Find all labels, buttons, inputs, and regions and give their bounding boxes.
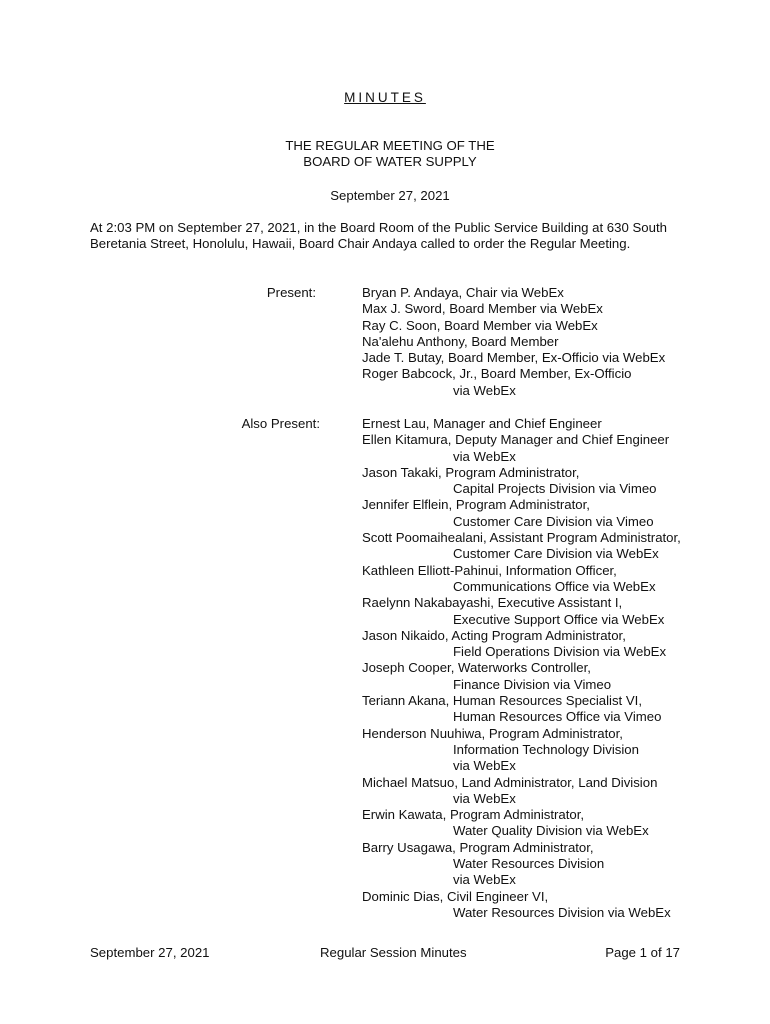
page-footer xyxy=(90,945,680,961)
attendee-entry xyxy=(362,334,762,350)
attendee-entry xyxy=(362,285,762,301)
intro-paragraph: At 2:03 PM on September 27, 2021, in the Board Room of the Public Service Building at 630 South Beretania Street, Honolulu, Hawaii, Board Chair Andaya called to order the Regular Meeting. xyxy=(90,220,667,252)
attendee-name-title: Teriann Akana, Human Resources Specialist VI, xyxy=(362,693,643,709)
attendee-name-title: Jennifer Elflein, Program Administrator, xyxy=(362,497,590,513)
attendee-entry xyxy=(362,497,762,530)
attendee-name-title: Jade T. Butay, Board Member, Ex-Officio via WebEx xyxy=(362,350,666,366)
attendee-entry xyxy=(362,726,762,775)
attendee-name-title: Ray C. Soon, Board Member via WebEx xyxy=(362,317,598,333)
attendee-name-title: Jason Takaki, Program Administrator, xyxy=(362,464,580,480)
attendee-name-title: Dominic Dias, Civil Engineer VI, xyxy=(362,888,549,904)
attendee-entry xyxy=(362,318,762,334)
attendee-name-title: Roger Babcock, Jr., Board Member, Ex-Officio xyxy=(362,366,632,382)
attendee-continuation: via WebEx xyxy=(453,790,516,806)
meeting-title xyxy=(0,138,770,171)
attendee-name-title: Jason Nikaido, Acting Program Administrator, xyxy=(362,627,626,643)
attendee-continuation: Capital Projects Division via Vimeo xyxy=(453,481,657,497)
attendee-continuation: via WebEx xyxy=(453,448,516,464)
footer-page-number: Page 1 of 17 xyxy=(605,945,680,960)
attendee-name-title: Max J. Sword, Board Member via WebEx xyxy=(362,301,603,317)
attendee-name-title: Scott Poomaihealani, Assistant Program Administrator, xyxy=(362,530,681,546)
attendee-name-title: Henderson Nuuhiwa, Program Administrator, xyxy=(362,725,623,741)
meeting-title-line: BOARD OF WATER SUPPLY xyxy=(303,154,477,170)
attendee-name-title: Erwin Kawata, Program Administrator, xyxy=(362,807,585,823)
attendee-continuation: Executive Support Office via WebEx xyxy=(453,611,665,627)
attendee-name-title: Joseph Cooper, Waterworks Controller, xyxy=(362,660,591,676)
attendee-continuation: Water Resources Division xyxy=(453,856,605,872)
attendee-name-title: Kathleen Elliott-Pahinui, Information Officer, xyxy=(362,562,617,578)
attendee-continuation: Communications Office via WebEx xyxy=(453,578,656,594)
attendee-name-title: Michael Matsuo, Land Administrator, Land Division xyxy=(362,774,658,790)
present-label: Present: xyxy=(266,285,316,300)
attendee-entry xyxy=(362,563,762,596)
attendee-continuation: Human Resources Office via Vimeo xyxy=(453,709,662,725)
attendee-continuation: Water Quality Division via WebEx xyxy=(453,823,649,839)
attendee-continuation: via WebEx xyxy=(453,872,516,888)
attendee-continuation: Customer Care Division via Vimeo xyxy=(453,513,654,529)
minutes-heading: MINUTES xyxy=(344,90,426,105)
attendee-continuation: Water Resources Division via WebEx xyxy=(453,904,671,920)
attendee-entry xyxy=(362,628,762,661)
attendee-entry xyxy=(362,660,762,693)
attendee-name-title: Raelynn Nakabayashi, Executive Assistant I, xyxy=(362,595,623,611)
also-present-label: Also Present: xyxy=(241,416,320,431)
attendee-continuation: Information Technology Division xyxy=(453,741,639,757)
present-list xyxy=(362,285,762,399)
attendee-continuation: Finance Division via Vimeo xyxy=(453,676,612,692)
attendee-entry xyxy=(362,350,762,366)
attendee-entry xyxy=(362,530,762,563)
attendee-name-title: Barry Usagawa, Program Administrator, xyxy=(362,839,594,855)
attendee-entry xyxy=(362,889,762,922)
attendee-entry xyxy=(362,432,762,465)
attendee-entry xyxy=(362,807,762,840)
attendee-entry xyxy=(362,416,762,432)
also-present-list xyxy=(362,416,762,921)
footer-date: September 27, 2021 xyxy=(90,945,210,960)
attendee-entry xyxy=(362,775,762,808)
attendee-entry xyxy=(362,595,762,628)
meeting-date: September 27, 2021 xyxy=(330,188,450,203)
attendee-entry xyxy=(362,693,762,726)
attendee-continuation: Customer Care Division via WebEx xyxy=(453,546,659,562)
attendee-name-title: Ernest Lau, Manager and Chief Engineer xyxy=(362,416,602,431)
footer-title: Regular Session Minutes xyxy=(320,945,467,960)
attendee-continuation: via WebEx xyxy=(453,758,516,774)
meeting-title-line: THE REGULAR MEETING OF THE xyxy=(285,138,495,153)
attendee-entry xyxy=(362,366,762,399)
attendee-continuation: Field Operations Division via WebEx xyxy=(453,644,667,660)
attendee-entry xyxy=(362,301,762,317)
attendee-entry xyxy=(362,840,762,889)
attendee-name-title: Ellen Kitamura, Deputy Manager and Chief Engineer xyxy=(362,432,670,448)
attendee-continuation: via WebEx xyxy=(453,382,516,398)
attendee-name-title: Bryan P. Andaya, Chair via WebEx xyxy=(362,285,564,300)
attendee-entry xyxy=(362,465,762,498)
attendee-name-title: Na'alehu Anthony, Board Member xyxy=(362,333,559,349)
